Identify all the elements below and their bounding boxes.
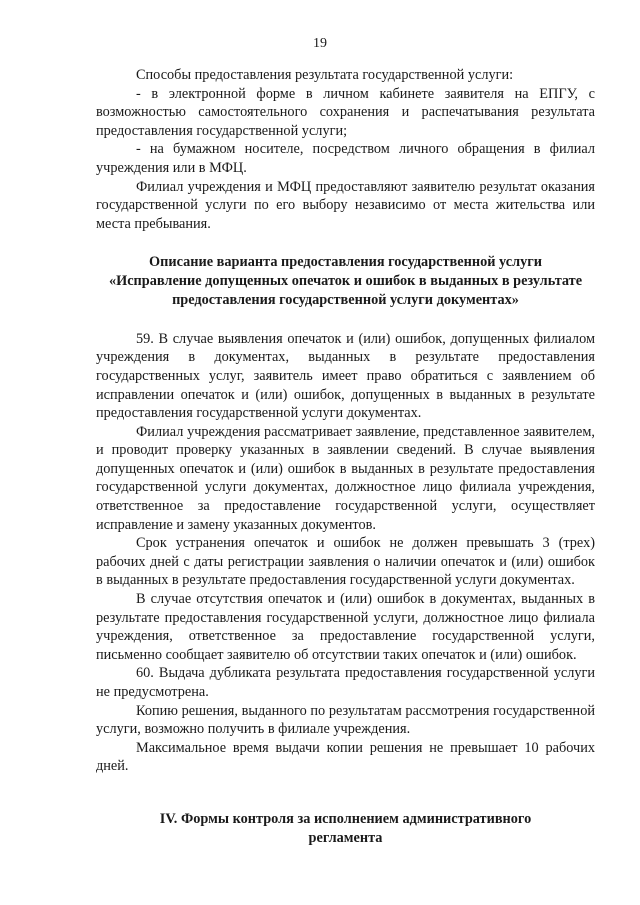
heading-line: «Исправление допущенных опечаток и ошибок в выданных в результате	[108, 273, 583, 290]
paragraph: Филиал учреждения рассматривает заявление, представленное заявителем, и проводит проверку указанных в заявлении сведений. В случае выявления допущенных опечаток и (или) ошибок в выданных в результате предоставления государственной услуги документах, должностное лицо филиала учреждения, ответственное за предоставление государственной услуги, осуществляет исправление и замену указанных документов.	[96, 423, 595, 533]
paragraph: Копию решения, выданного по результатам рассмотрения государственной услуги, возможно получить в филиале учреждения.	[96, 702, 595, 738]
heading-line: предоставления государственной услуги документах»	[172, 291, 519, 308]
paragraph: 59. В случае выявления опечаток и (или) ошибок, допущенных филиалом учреждения в документах, выданных в результате предоставления государственных услуг, заявитель имеет право обратиться с заявлением об исправлении опечаток и (или) ошибок, допущенных в выданных в результате предоставления государственной услуги документах.	[96, 330, 595, 422]
document-body	[96, 66, 595, 848]
section-heading-correction	[96, 253, 595, 309]
page-number: 19	[313, 36, 327, 51]
paragraph: 60. Выдача дубликата результата предоставления государственной услуги не предусмотрена.	[96, 665, 595, 701]
result-methods-section	[96, 66, 595, 233]
list-item: - в электронной форме в личном кабинете заявителя на ЕПГУ, с возможностью самостоятельного сохранения и распечатывания результата предоставления государственной услуги;	[96, 85, 595, 139]
paragraph: В случае отсутствия опечаток и (или) ошибок в документах, выданных в результате предоставления государственной услуги, должностное лицо филиала учреждения, ответственное за предоставление государственной услуги, письменно сообщает заявителю об отсутствии таких опечаток и (или) ошибок.	[96, 591, 595, 663]
paragraph: Способы предоставления результата государственной услуги:	[136, 67, 514, 83]
section-heading-control-forms	[96, 810, 595, 848]
list-item: - на бумажном носителе, посредством личного обращения в филиал учреждения или в МФЦ.	[96, 141, 595, 176]
heading-line: IV. Формы контроля за исполнением административного	[159, 810, 532, 827]
paragraph: Максимальное время выдачи копии решения не превышает 10 рабочих дней.	[96, 739, 595, 775]
heading-line: Описание варианта предоставления государственной услуги	[149, 254, 542, 271]
paragraph: Срок устранения опечаток и ошибок не должен превышать 3 (трех) рабочих дней с даты регистрации заявления о наличии опечаток и (или) ошибок в выданных в результате предоставления государственной услуги документах.	[96, 535, 595, 589]
correction-section	[96, 330, 595, 776]
paragraph: Филиал учреждения и МФЦ предоставляют заявителю результат оказания государственной услуги по его выбору независимо от места жительства или места пребывания.	[96, 178, 595, 232]
heading-line: регламента	[308, 829, 383, 846]
